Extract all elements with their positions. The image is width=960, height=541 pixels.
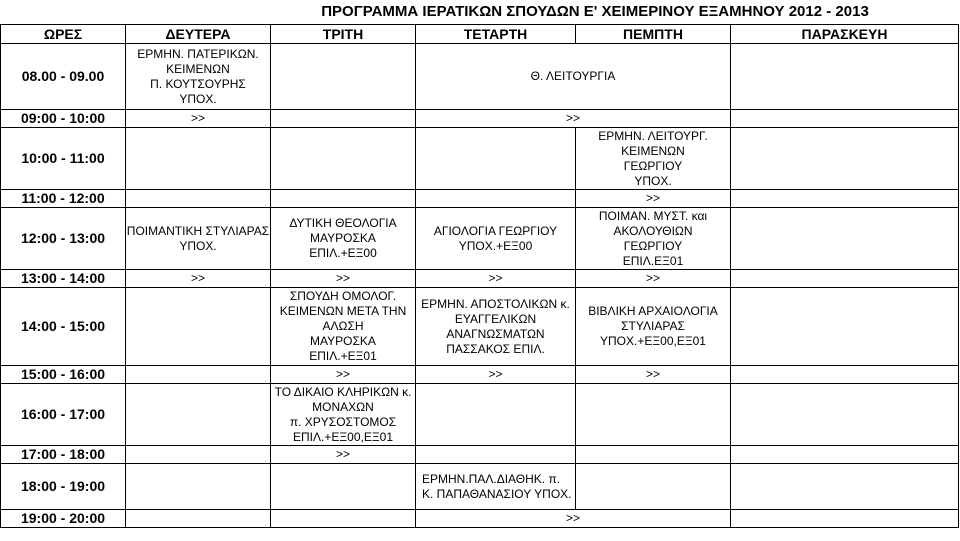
course-cell: ΕΡΜΗΝ. ΠΑΤΕΡΙΚΩΝ. ΚΕΙΜΕΝΩΝ Π. ΚΟΥΤΣΟΥΡΗΣ ΥΠΟΧ. (126, 44, 271, 110)
continuation-cell: >> (271, 270, 416, 288)
empty-cell (731, 384, 959, 446)
empty-cell (731, 510, 959, 528)
empty-cell (731, 208, 959, 270)
table-row (1, 510, 959, 528)
table-row (1, 288, 959, 366)
continuation-cell: >> (416, 366, 576, 384)
empty-cell (271, 110, 416, 128)
empty-cell (126, 446, 271, 464)
header-row (1, 25, 959, 44)
time-cell: 08.00 - 09.00 (1, 44, 126, 110)
header-wednesday: ΤΕΤΑΡΤΗ (416, 25, 576, 44)
course-cell: ΠΟΙΜΑΝΤΙΚΗ ΣΤΥΛΙΑΡΑΣ ΥΠΟΧ. (126, 208, 271, 270)
course-cell: ΕΡΜΗΝ. ΛΕΙΤΟΥΡΓ. ΚΕΙΜΕΝΩΝ ΓΕΩΡΓΙΟΥ ΥΠΟΧ. (576, 128, 731, 190)
empty-cell (271, 464, 416, 510)
table-row (1, 464, 959, 510)
empty-cell (731, 190, 959, 208)
table-row (1, 128, 959, 190)
header-hours: ΩΡΕΣ (1, 25, 126, 44)
table-row (1, 190, 959, 208)
table-row (1, 446, 959, 464)
course-cell: ΕΡΜΗΝ. ΑΠΟΣΤΟΛΙΚΩΝ κ. ΕΥΑΓΓΕΛΙΚΩΝ ΑΝΑΓΝΩΣΜΑΤΩΝ ΠΑΣΣΑΚΟΣ ΕΠΙΛ. (416, 288, 576, 366)
empty-cell (416, 128, 576, 190)
course-cell: ΔΥΤΙΚΗ ΘΕΟΛΟΓΙΑ ΜΑΥΡΟΣΚΑ ΕΠΙΛ.+ΕΞ00 (271, 208, 416, 270)
continuation-cell: >> (416, 110, 731, 128)
time-cell: 10:00 - 11:00 (1, 128, 126, 190)
empty-cell (271, 44, 416, 110)
empty-cell (576, 464, 731, 510)
table-row (1, 384, 959, 446)
time-cell: 19:00 - 20:00 (1, 510, 126, 528)
empty-cell (126, 190, 271, 208)
continuation-cell: >> (126, 110, 271, 128)
empty-cell (731, 128, 959, 190)
course-cell: ΠΟΙΜΑΝ. ΜΥΣΤ. και ΑΚΟΛΟΥΘΙΩΝ ΓΕΩΡΓΙΟΥ ΕΠΙΛ.ΕΞ01 (576, 208, 731, 270)
time-cell: 13:00 - 14:00 (1, 270, 126, 288)
course-cell: ΣΠΟΥΔΗ ΟΜΟΛΟΓ. ΚΕΙΜΕΝΩΝ ΜΕΤΑ ΤΗΝ ΑΛΩΣΗ ΜΑΥΡΟΣΚΑ ΕΠΙΛ.+ΕΞ01 (271, 288, 416, 366)
continuation-cell: >> (126, 270, 271, 288)
empty-cell (731, 464, 959, 510)
course-cell: ΕΡΜΗΝ.ΠΑΛ.ΔΙΑΘΗΚ. π. Κ. ΠΑΠΑΘΑΝΑΣΙΟΥ ΥΠΟΧ. (416, 464, 576, 510)
empty-cell (126, 510, 271, 528)
time-cell: 11:00 - 12:00 (1, 190, 126, 208)
empty-cell (416, 446, 576, 464)
time-cell: 12:00 - 13:00 (1, 208, 126, 270)
table-row (1, 270, 959, 288)
empty-cell (576, 446, 731, 464)
empty-cell (126, 128, 271, 190)
time-cell: 18:00 - 19:00 (1, 464, 126, 510)
empty-cell (126, 366, 271, 384)
continuation-cell: >> (576, 270, 731, 288)
empty-cell (271, 128, 416, 190)
table-row (1, 44, 959, 110)
course-cell: Θ. ΛΕΙΤΟΥΡΓΙΑ (416, 44, 731, 110)
empty-cell (731, 110, 959, 128)
empty-cell (271, 190, 416, 208)
continuation-cell: >> (271, 366, 416, 384)
empty-cell (731, 270, 959, 288)
continuation-cell: >> (416, 510, 731, 528)
continuation-cell: >> (416, 270, 576, 288)
time-cell: 09:00 - 10:00 (1, 110, 126, 128)
empty-cell (271, 510, 416, 528)
header-monday: ΔΕΥΤΕΡΑ (126, 25, 271, 44)
course-cell: ΑΓΙΟΛΟΓΙΑ ΓΕΩΡΓΙΟΥ ΥΠΟΧ.+ΕΞ00 (416, 208, 576, 270)
header-thursday: ΠΕΜΠΤΗ (576, 25, 731, 44)
header-tuesday: ΤΡΙΤΗ (271, 25, 416, 44)
continuation-cell: >> (271, 446, 416, 464)
empty-cell (416, 384, 576, 446)
time-cell: 17:00 - 18:00 (1, 446, 126, 464)
empty-cell (576, 384, 731, 446)
empty-cell (731, 366, 959, 384)
table-row (1, 366, 959, 384)
empty-cell (731, 44, 959, 110)
schedule-table (0, 24, 959, 528)
empty-cell (731, 446, 959, 464)
page-title: ΠΡΟΓΡΑΜΜΑ ΙΕΡΑΤΙΚΩΝ ΣΠΟΥΔΩΝ Ε' ΧΕΙΜΕΡΙΝΟΥ ΕΞΑΜΗΝΟΥ 2012 - 2013 (321, 3, 869, 20)
course-cell: ΤΟ ΔΙΚΑΙΟ ΚΛΗΡΙΚΩΝ κ. ΜΟΝΑΧΩΝ π. ΧΡΥΣΟΣΤΟΜΟΣ ΕΠΙΛ.+ΕΞ00,ΕΞ01 (271, 384, 416, 446)
table-row (1, 208, 959, 270)
time-cell: 15:00 - 16:00 (1, 366, 126, 384)
continuation-cell: >> (576, 190, 731, 208)
table-row (1, 110, 959, 128)
empty-cell (126, 384, 271, 446)
empty-cell (126, 288, 271, 366)
empty-cell (416, 190, 576, 208)
time-cell: 16:00 - 17:00 (1, 384, 126, 446)
header-friday: ΠΑΡΑΣΚΕΥΗ (731, 25, 959, 44)
course-cell: ΒΙΒΛΙΚΗ ΑΡΧΑΙΟΛΟΓΙΑ ΣΤΥΛΙΑΡΑΣ ΥΠΟΧ.+ΕΞ00,ΕΞ01 (576, 288, 731, 366)
time-cell: 14:00 - 15:00 (1, 288, 126, 366)
empty-cell (126, 464, 271, 510)
empty-cell (731, 288, 959, 366)
continuation-cell: >> (576, 366, 731, 384)
